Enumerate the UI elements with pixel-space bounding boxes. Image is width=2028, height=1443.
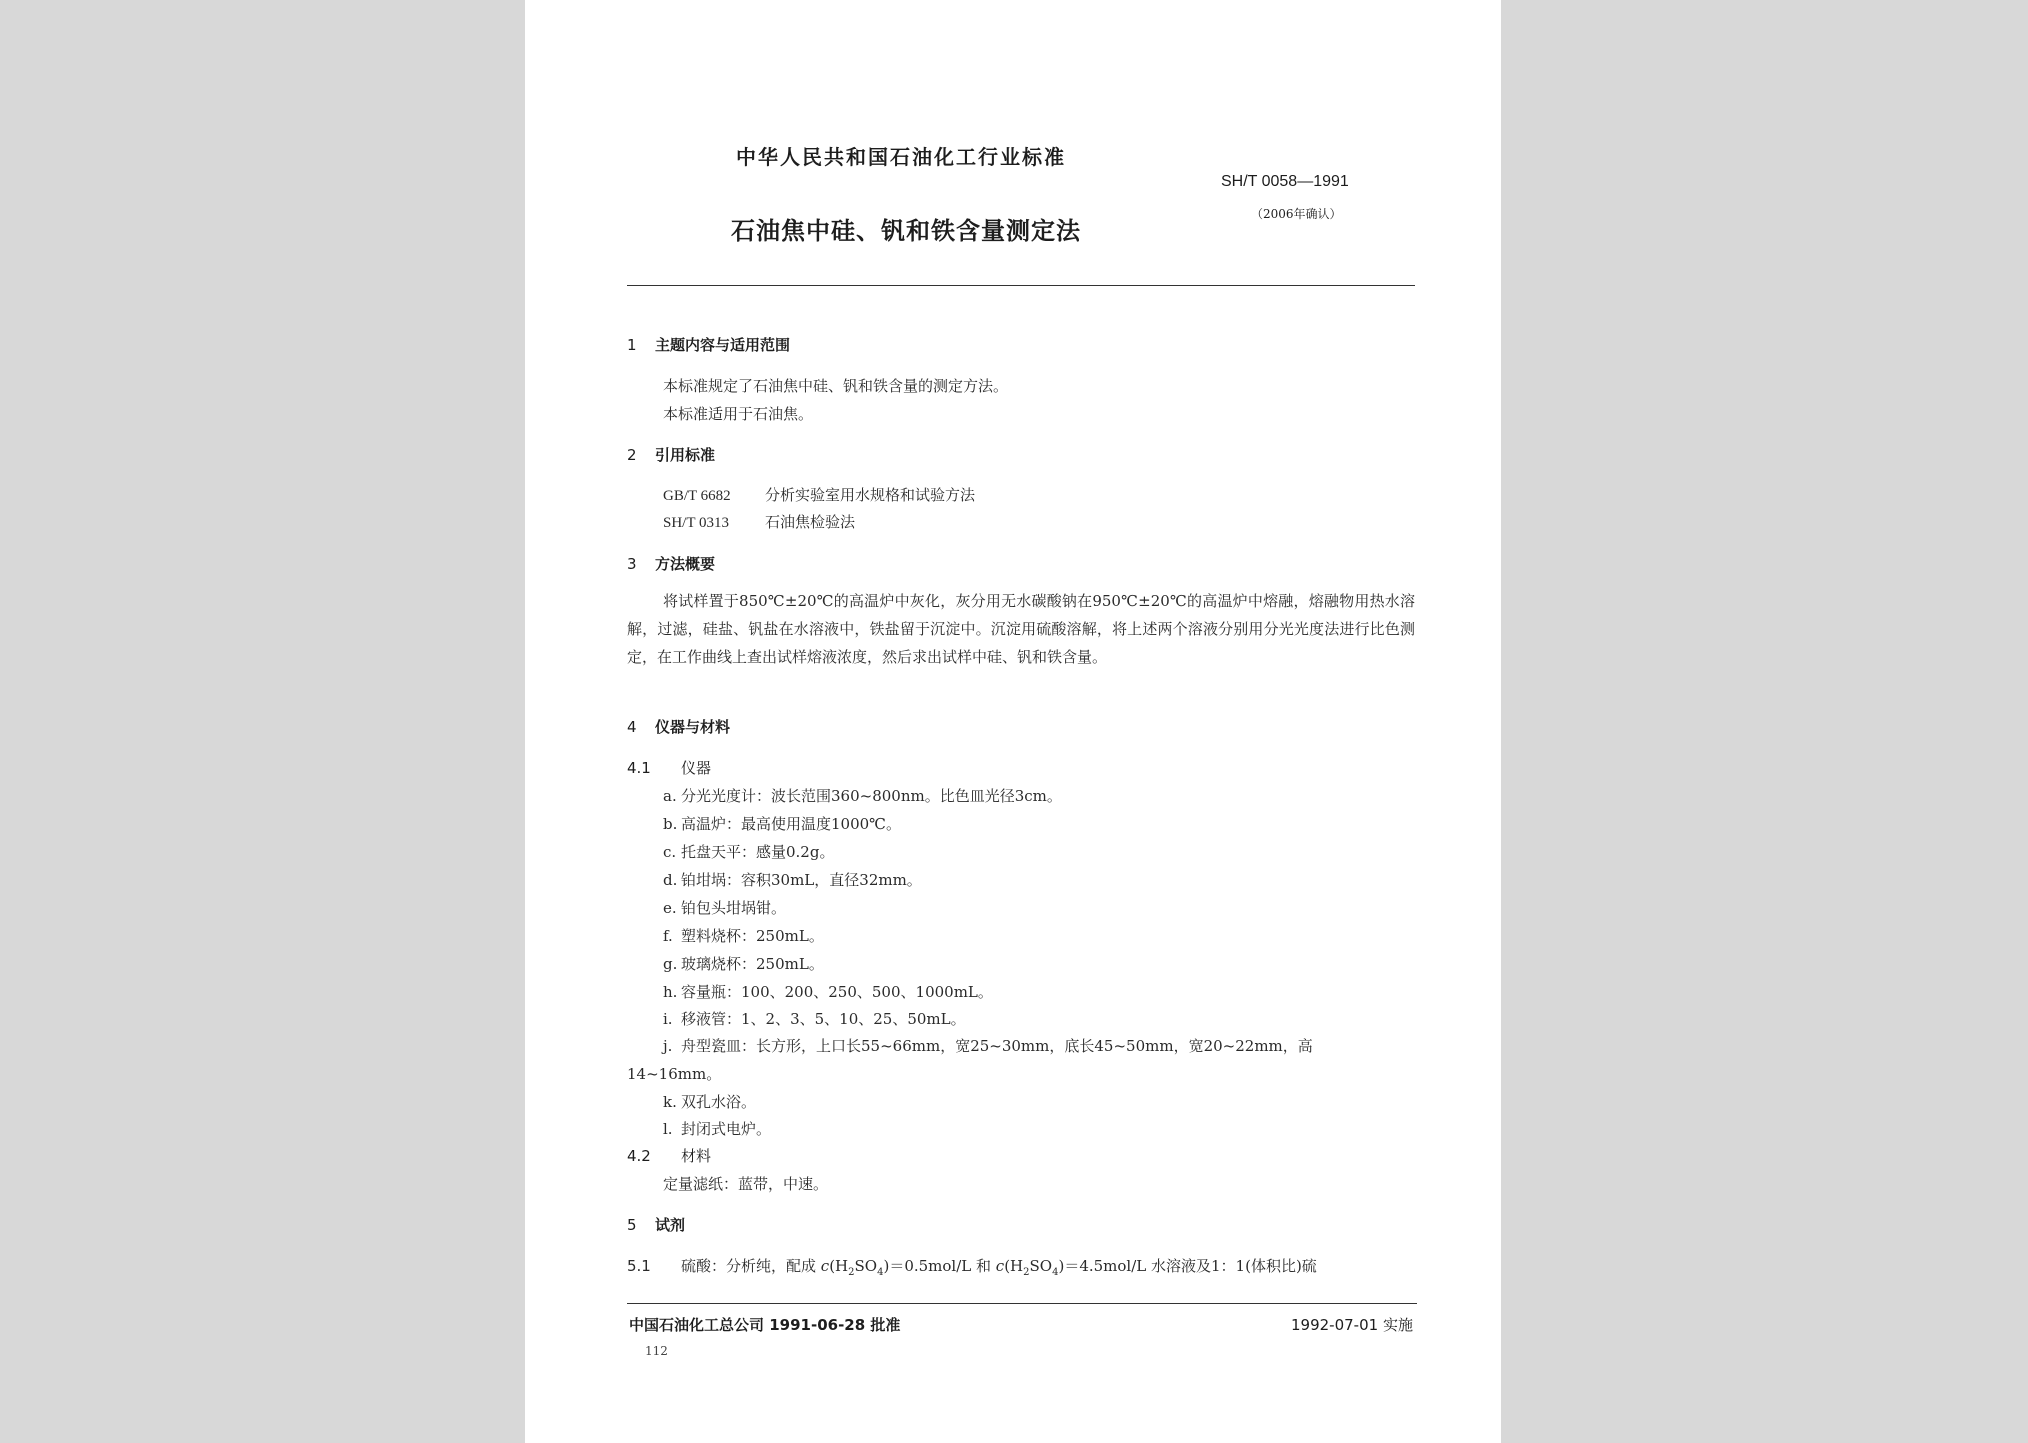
concentration-symbol: c <box>995 1257 1005 1275</box>
section-number: 1 <box>627 336 637 354</box>
standard-code: SH/T 0058—1991 <box>1221 173 1349 190</box>
list-item <box>663 1008 966 1029</box>
list-item <box>663 785 1062 806</box>
list-item-label: b. <box>663 815 678 833</box>
list-item-label: c. <box>663 843 677 861</box>
page-number: 112 <box>645 1344 668 1358</box>
formula-open: (H <box>1004 1257 1024 1275</box>
reference-text: 石油焦检验法 <box>765 513 856 531</box>
list-item-label: h. <box>663 983 678 1001</box>
list-item-label: g. <box>663 955 678 973</box>
subsection-title: 材料 <box>681 1147 712 1165</box>
reference-entry <box>663 484 975 505</box>
list-item-label: k. <box>663 1093 677 1111</box>
list-item-text: 封闭式电炉。 <box>681 1120 772 1138</box>
document-page <box>525 0 1501 1443</box>
list-item-text: 双孔水浴。 <box>681 1093 757 1111</box>
list-item <box>663 981 993 1002</box>
section-number: 3 <box>627 555 637 573</box>
subsection-heading <box>627 1145 711 1166</box>
formula-subscript: 4 <box>877 1267 884 1278</box>
list-item <box>663 841 834 862</box>
formula-part: SO <box>1029 1257 1053 1275</box>
list-item-label: a. <box>663 787 677 805</box>
list-item-text: 铂坩埚：容积30mL，直径32mm。 <box>681 871 922 889</box>
reference-code: GB/T 6682 <box>663 488 731 504</box>
list-item-label: i. <box>663 1010 673 1028</box>
section-title: 方法概要 <box>655 555 716 573</box>
list-item <box>663 953 824 974</box>
list-item-text: 塑料烧杯：250mL。 <box>681 927 824 945</box>
header-rule <box>627 285 1415 286</box>
body-line: 本标准规定了石油焦中硅、钒和铁含量的测定方法。 <box>663 377 1009 395</box>
footer-rule <box>627 1303 1417 1304</box>
formula-subscript: 2 <box>848 1267 855 1278</box>
section-title: 主题内容与适用范围 <box>655 336 791 354</box>
list-item-text: 分光光度计：波长范围360~800nm。比色皿光径3cm。 <box>681 787 1062 805</box>
method-summary-paragraph: 将试样置于850℃±20℃的高温炉中灰化，灰分用无水碳酸钠在950℃±20℃的高温炉中熔融，熔融物用热水溶解，过滤，硅盐、钒盐在水溶液中，铁盐留于沉淀中。沉淀用硫酸溶解，将上述两个溶液分别用分光光度法进行比色测定，在工作曲线上查出试样熔液浓度，然后求出试样中硅、钒和铁含量。 <box>627 592 1415 666</box>
formula-subscript: 4 <box>1052 1267 1059 1278</box>
section-title: 引用标准 <box>655 446 716 464</box>
list-item-label: j. <box>663 1037 673 1055</box>
list-item <box>663 1091 756 1112</box>
list-item <box>663 1035 1313 1056</box>
section-title: 试剂 <box>655 1216 686 1234</box>
subsection-number: 5.1 <box>627 1257 651 1275</box>
list-item <box>663 925 824 946</box>
list-item-text: 舟型瓷皿：长方形，上口长55~66mm，宽25~30mm，底长45~50mm，宽20~22mm，高 <box>681 1037 1313 1055</box>
subsection-title: 仪器 <box>681 759 712 777</box>
list-item-label: e. <box>663 899 677 917</box>
formula-tail: )＝4.5mol/L 水溶液及1：1(体积比)硫 <box>1058 1257 1317 1275</box>
section-title: 仪器与材料 <box>655 718 731 736</box>
formula-part: SO <box>854 1257 878 1275</box>
section-heading <box>627 716 730 737</box>
reference-text: 分析实验室用水规格和试验方法 <box>765 486 976 504</box>
list-item-continuation: 14~16mm。 <box>627 1065 722 1083</box>
list-item <box>663 869 922 890</box>
industry-standard-title: 中华人民共和国石油化工行业标准 <box>736 145 1066 169</box>
list-item-label: f. <box>663 927 673 945</box>
list-item-text: 容量瓶：100、200、250、500、1000mL。 <box>681 983 993 1001</box>
list-item-label: d. <box>663 871 678 889</box>
concentration-symbol: c <box>820 1257 830 1275</box>
section-heading <box>627 444 715 465</box>
list-item-text: 高温炉：最高使用温度1000℃。 <box>681 815 901 833</box>
list-item <box>663 897 786 918</box>
document-title: 石油焦中硅、钒和铁含量测定法 <box>731 217 1081 245</box>
subsection-number: 4.2 <box>627 1147 651 1165</box>
reference-entry <box>663 511 855 532</box>
list-item-text: 玻璃烧杯：250mL。 <box>681 955 824 973</box>
list-item-text: 铂包头坩埚钳。 <box>681 899 787 917</box>
section-number: 5 <box>627 1216 637 1234</box>
body-line: 定量滤纸：蓝带，中速。 <box>663 1175 829 1193</box>
list-item <box>663 813 901 834</box>
reagent-text: 硫酸：分析纯，配成 <box>681 1257 817 1275</box>
reagent-line <box>627 1255 1317 1278</box>
section-number: 4 <box>627 718 637 736</box>
list-item-text: 托盘天平：感量0.2g。 <box>681 843 835 861</box>
formula-open: (H <box>829 1257 849 1275</box>
formula-tail: )＝0.5mol/L 和 <box>883 1257 992 1275</box>
reference-code: SH/T 0313 <box>663 515 729 531</box>
section-heading <box>627 1214 685 1235</box>
section-heading <box>627 553 715 574</box>
formula-subscript: 2 <box>1023 1267 1030 1278</box>
section-number: 2 <box>627 446 637 464</box>
footer-implementation: 1992-07-01 实施 <box>1291 1316 1413 1334</box>
section-heading <box>627 334 790 355</box>
subsection-number: 4.1 <box>627 759 651 777</box>
confirmation-note: （2006年确认） <box>1251 207 1342 221</box>
list-item <box>663 1118 771 1139</box>
footer-approval: 中国石油化工总公司 1991-06-28 批准 <box>629 1316 901 1334</box>
list-item-label: l. <box>663 1120 673 1138</box>
list-item-text: 移液管：1、2、3、5、10、25、50mL。 <box>681 1010 966 1028</box>
body-line: 本标准适用于石油焦。 <box>663 405 814 423</box>
subsection-heading <box>627 757 711 778</box>
